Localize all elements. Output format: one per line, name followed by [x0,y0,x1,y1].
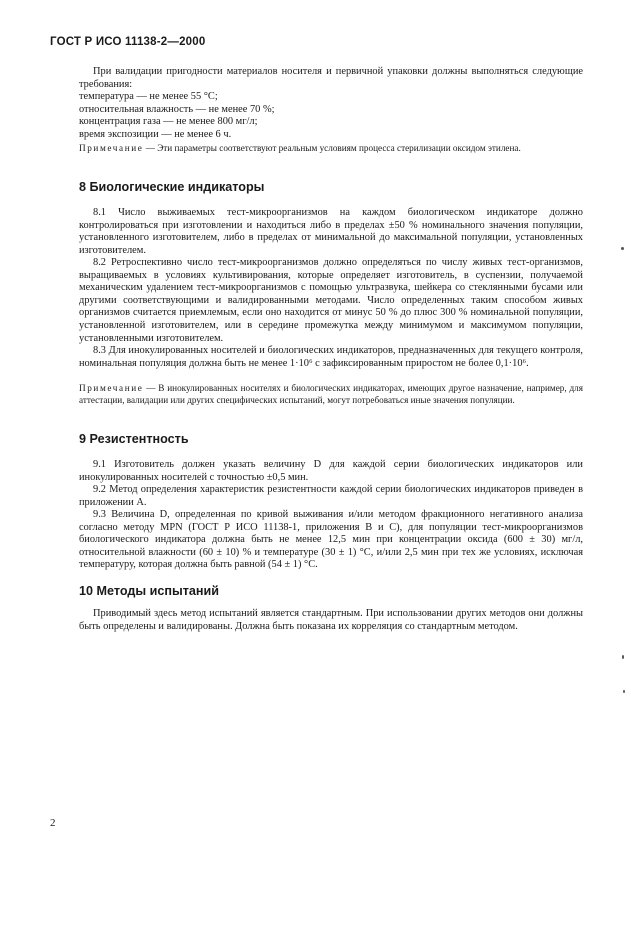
section-10-heading: 10 Методы испытаний [79,584,219,598]
note-label: Примечание [79,143,144,153]
list-item: время экспозиции — не менее 6 ч. [79,128,232,140]
section-10-p1: Приводимый здесь метод испытаний является стандартным. При использовании других методов они должны быть определены и валидированы. Должна быть показана их корреляция со стандартным методом. [79,608,583,632]
list-item: концентрация газа — не менее 800 мг/л; [79,116,258,128]
section-8-p2: 8.2 Ретроспективно число тест-микроорганизмов должно определяться по числу живых тест-организмов, выращиваемых в условиях культивирования, которые определяет изготовитель, в суспензии, получаемой механическим удалением тест-микроорганизмов с помощью ультразвука, шейкера со стеклянными бусами или другими соответствующими и валидированными методами. Число определенных таким способом живых организмов считается приемлемым, если оно находится от минус 50 % до плюс 300 % номинальной популяции, установленной изготовителем, или в середине промежутка между минимумом и максимумом популяции, установленными изготовителем. [79,257,583,344]
list-item: относительная влажность — не менее 70 %; [79,103,275,115]
scan-speck [623,690,625,693]
list-item: температура — не менее 55 °С; [79,91,218,102]
page-number: 2 [50,817,56,829]
intro-lead: При валидации пригодности материалов носителя и первичной упаковки должны выполняться следующие требования: [79,66,583,90]
section-9-heading: 9 Резистентность [79,432,189,446]
section-9-p2: 9.2 Метод определения характеристик резистентности каждой серии биологических индикаторов приведен в приложении А. [79,484,583,508]
scan-speck [621,247,624,250]
intro-note [79,142,583,154]
note-text: — В инокулированных носителях и биологических индикаторах, имеющих другое назначение, например, для аттестации, валидации или других специфических испытаний, могут потребоваться иные значения популяции. [79,383,583,406]
section-8-p1: 8.1 Число выживаемых тест-микроорганизмов на каждом биологическом индикаторе должно контролироваться при изготовлении и находиться либо в пределах ±50 % номинального значения популяции, установленного изготовителем, либо в пределах от минимальной до максимальной популяции, установленных изготовителем. [79,207,583,256]
note-label: Примечание [79,383,144,393]
scan-speck [622,655,624,659]
section-8-p3: 8.3 Для инокулированных носителей и биологических индикаторов, предназначенных для текущего контроля, номинальная популяция должна быть не менее 1·10⁶ с зафиксированным приростом не более 0,1·10⁶. [79,345,583,369]
intro-list [79,91,583,141]
section-8-note [79,382,583,406]
section-8-heading: 8 Биологические индикаторы [79,180,265,194]
note-text: — Эти параметры соответствуют реальным условиям процесса стерилизации оксидом этилена. [143,143,521,153]
section-9-p3: 9.3 Величина D, определенная по кривой выживания и/или методом фракционного негативного анализа согласно методу MPN (ГОСТ Р ИСО 11138-1, приложения В и С), для популяции тест-микроорганизмов биологического индикатора должна быть не менее 12,5 мин при концентрации оксида (600 ± 30) мг/л, относительной влажности (60 ± 10) % и температуре (30 ± 1) °С, и/или 2,5 мин при тех же условиях, исключая температуру, которая должна быть равной (54 ± 1) °С. [79,509,583,571]
document-header: ГОСТ Р ИСО 11138-2—2000 [50,36,206,48]
section-9-p1: 9.1 Изготовитель должен указать величину D для каждой серии биологических индикаторов или инокулированных носителей с точностью ±0,5 мин. [79,459,583,483]
